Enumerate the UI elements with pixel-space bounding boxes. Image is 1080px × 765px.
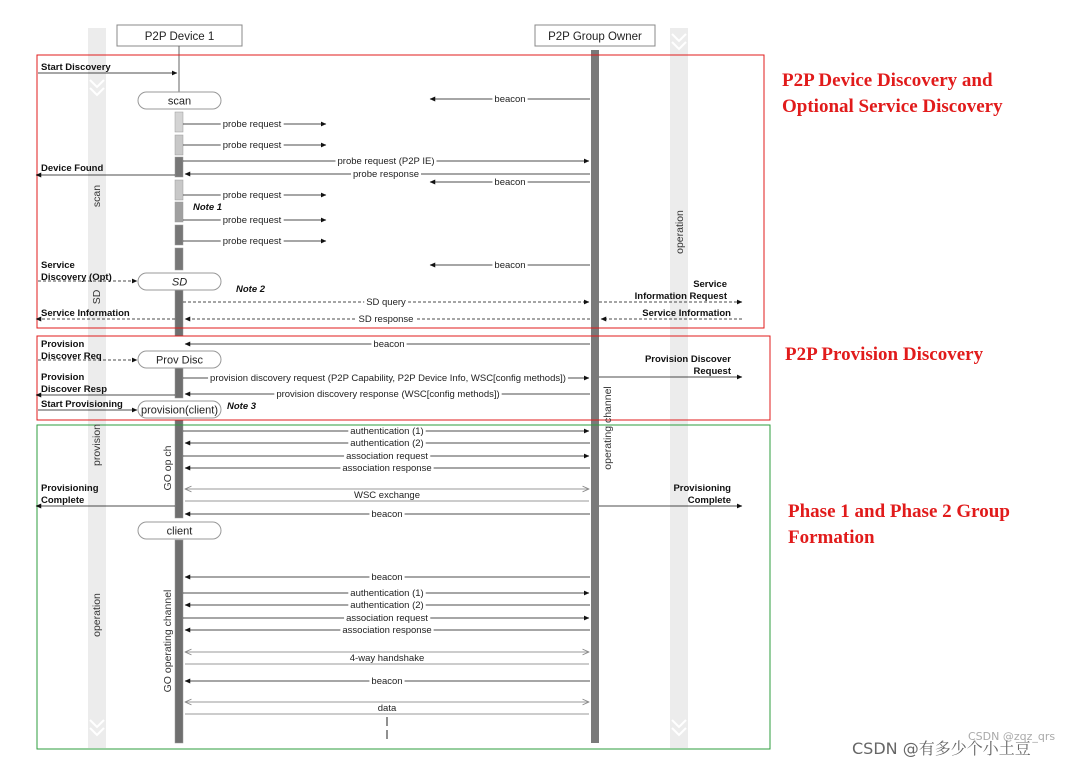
prov-disc-state-label: Prov Disc	[155, 354, 204, 367]
lifeline-device1	[117, 25, 242, 92]
ext-provision-discover-request-right-1: Provision Discover	[644, 354, 731, 365]
ext-provision-discover-req-2: Discover Req	[41, 351, 102, 362]
ext-provision-discover-req-1: Provision	[41, 339, 85, 350]
lane-label-operation-left: operation	[91, 593, 103, 637]
ext-provision-discover-resp-1: Provision	[41, 372, 85, 383]
note-1: Note 1	[193, 202, 223, 213]
provision-title: P2P Provision Discovery	[785, 344, 984, 365]
ext-provision-discover-resp-2: Discover Resp	[41, 384, 108, 395]
right-lane	[670, 28, 688, 748]
lane-label-operation-right: operation	[674, 210, 686, 254]
label-auth1-a: authentication (1)	[350, 426, 424, 437]
label-beacon-5: beacon	[371, 509, 403, 520]
sd-state-label: SD	[171, 276, 188, 289]
ext-service-discovery-1: Service	[41, 260, 75, 271]
ext-service-information-request-1: Service	[693, 279, 727, 290]
label-beacon-6: beacon	[371, 572, 403, 583]
note-3: Note 3	[227, 401, 257, 412]
group-owner-activation-bar	[591, 50, 599, 743]
label-assoc-resp-b: association response	[342, 625, 432, 636]
note-2: Note 2	[236, 284, 266, 295]
lane-label-provision: provision	[91, 423, 103, 467]
discovery-title-line2: Optional Service Discovery	[782, 96, 1003, 117]
ext-provisioning-complete-left-1: Provisioning	[41, 483, 99, 494]
ext-provisioning-complete-left-2: Complete	[41, 495, 85, 506]
label-prov-disc-request: provision discovery request (P2P Capability, P2P Device Info, WSC[config methods])	[210, 373, 566, 384]
label-4way-handshake: 4-way handshake	[349, 653, 425, 664]
label-sd-query: SD query	[366, 297, 406, 308]
label-data: data	[377, 703, 397, 714]
provision-client-state-label: provision(client)	[140, 404, 219, 417]
lane-label-scan: scan	[91, 184, 103, 208]
label-probe-request-5: probe request	[222, 236, 282, 247]
ext-provisioning-complete-right-2: Complete	[687, 495, 731, 506]
ext-provision-discover-request-right-2: Request	[693, 366, 731, 377]
formation-title-line1: Phase 1 and Phase 2 Group	[788, 501, 1010, 522]
ext-provisioning-complete-right-1: Provisioning	[673, 483, 731, 494]
lifeline-device1-label: P2P Device 1	[144, 31, 215, 43]
label-auth2-a: authentication (2)	[350, 438, 424, 449]
label-beacon-4: beacon	[373, 339, 405, 350]
ext-service-information-right: Service Information	[642, 308, 731, 319]
label-prov-disc-response: provision discovery response (WSC[config methods])	[276, 389, 500, 400]
label-probe-request-p2p: probe request (P2P IE)	[337, 156, 435, 167]
label-probe-request-1: probe request	[222, 119, 282, 130]
label-auth1-b: authentication (1)	[350, 588, 424, 599]
ext-start-provisioning: Start Provisioning	[41, 399, 123, 410]
watermark-large: CSDN @有多少个小土豆	[852, 739, 1031, 758]
label-probe-response: probe response	[352, 169, 420, 180]
label-assoc-resp-a: association response	[342, 463, 432, 474]
formation-title-line2: Formation	[788, 527, 875, 548]
label-assoc-req-b: association request	[346, 613, 428, 624]
ext-device-found: Device Found	[41, 163, 104, 174]
label-beacon-3: beacon	[494, 260, 526, 271]
lane-label-sd: SD	[91, 289, 103, 305]
label-probe-request-2: probe request	[222, 140, 282, 151]
ext-service-information-left: Service Information	[41, 308, 130, 319]
label-auth2-b: authentication (2)	[350, 600, 424, 611]
lifeline-group-owner	[535, 25, 655, 46]
label-assoc-req-a: association request	[346, 451, 428, 462]
ext-service-information-request-2: Information Request	[634, 291, 727, 302]
lane-label-operating-channel: operating channel	[602, 386, 614, 470]
label-probe-request-3: probe request	[222, 190, 282, 201]
lifeline-group-owner-label: P2P Group Owner	[548, 31, 642, 43]
label-beacon-1: beacon	[494, 94, 526, 105]
label-probe-request-4: probe request	[222, 215, 282, 226]
device1-activation	[175, 112, 183, 743]
ext-start-discovery: Start Discovery	[41, 62, 111, 73]
discovery-title-line1: P2P Device Discovery and	[782, 70, 993, 91]
label-sd-response: SD response	[358, 314, 414, 325]
label-beacon-7: beacon	[371, 676, 403, 687]
label-wsc-exchange: WSC exchange	[353, 490, 421, 501]
scan-state-label: scan	[167, 95, 192, 108]
lane-label-go-op-ch: GO op ch	[162, 445, 174, 491]
lane-label-go-operating-channel: GO operating channel	[162, 589, 174, 693]
watermark-small: CSDN @zqz_qrs	[968, 730, 1056, 743]
client-state-label: client	[166, 525, 193, 538]
label-beacon-2: beacon	[494, 177, 526, 188]
ext-service-discovery-2: Discovery (Opt)	[41, 272, 112, 283]
